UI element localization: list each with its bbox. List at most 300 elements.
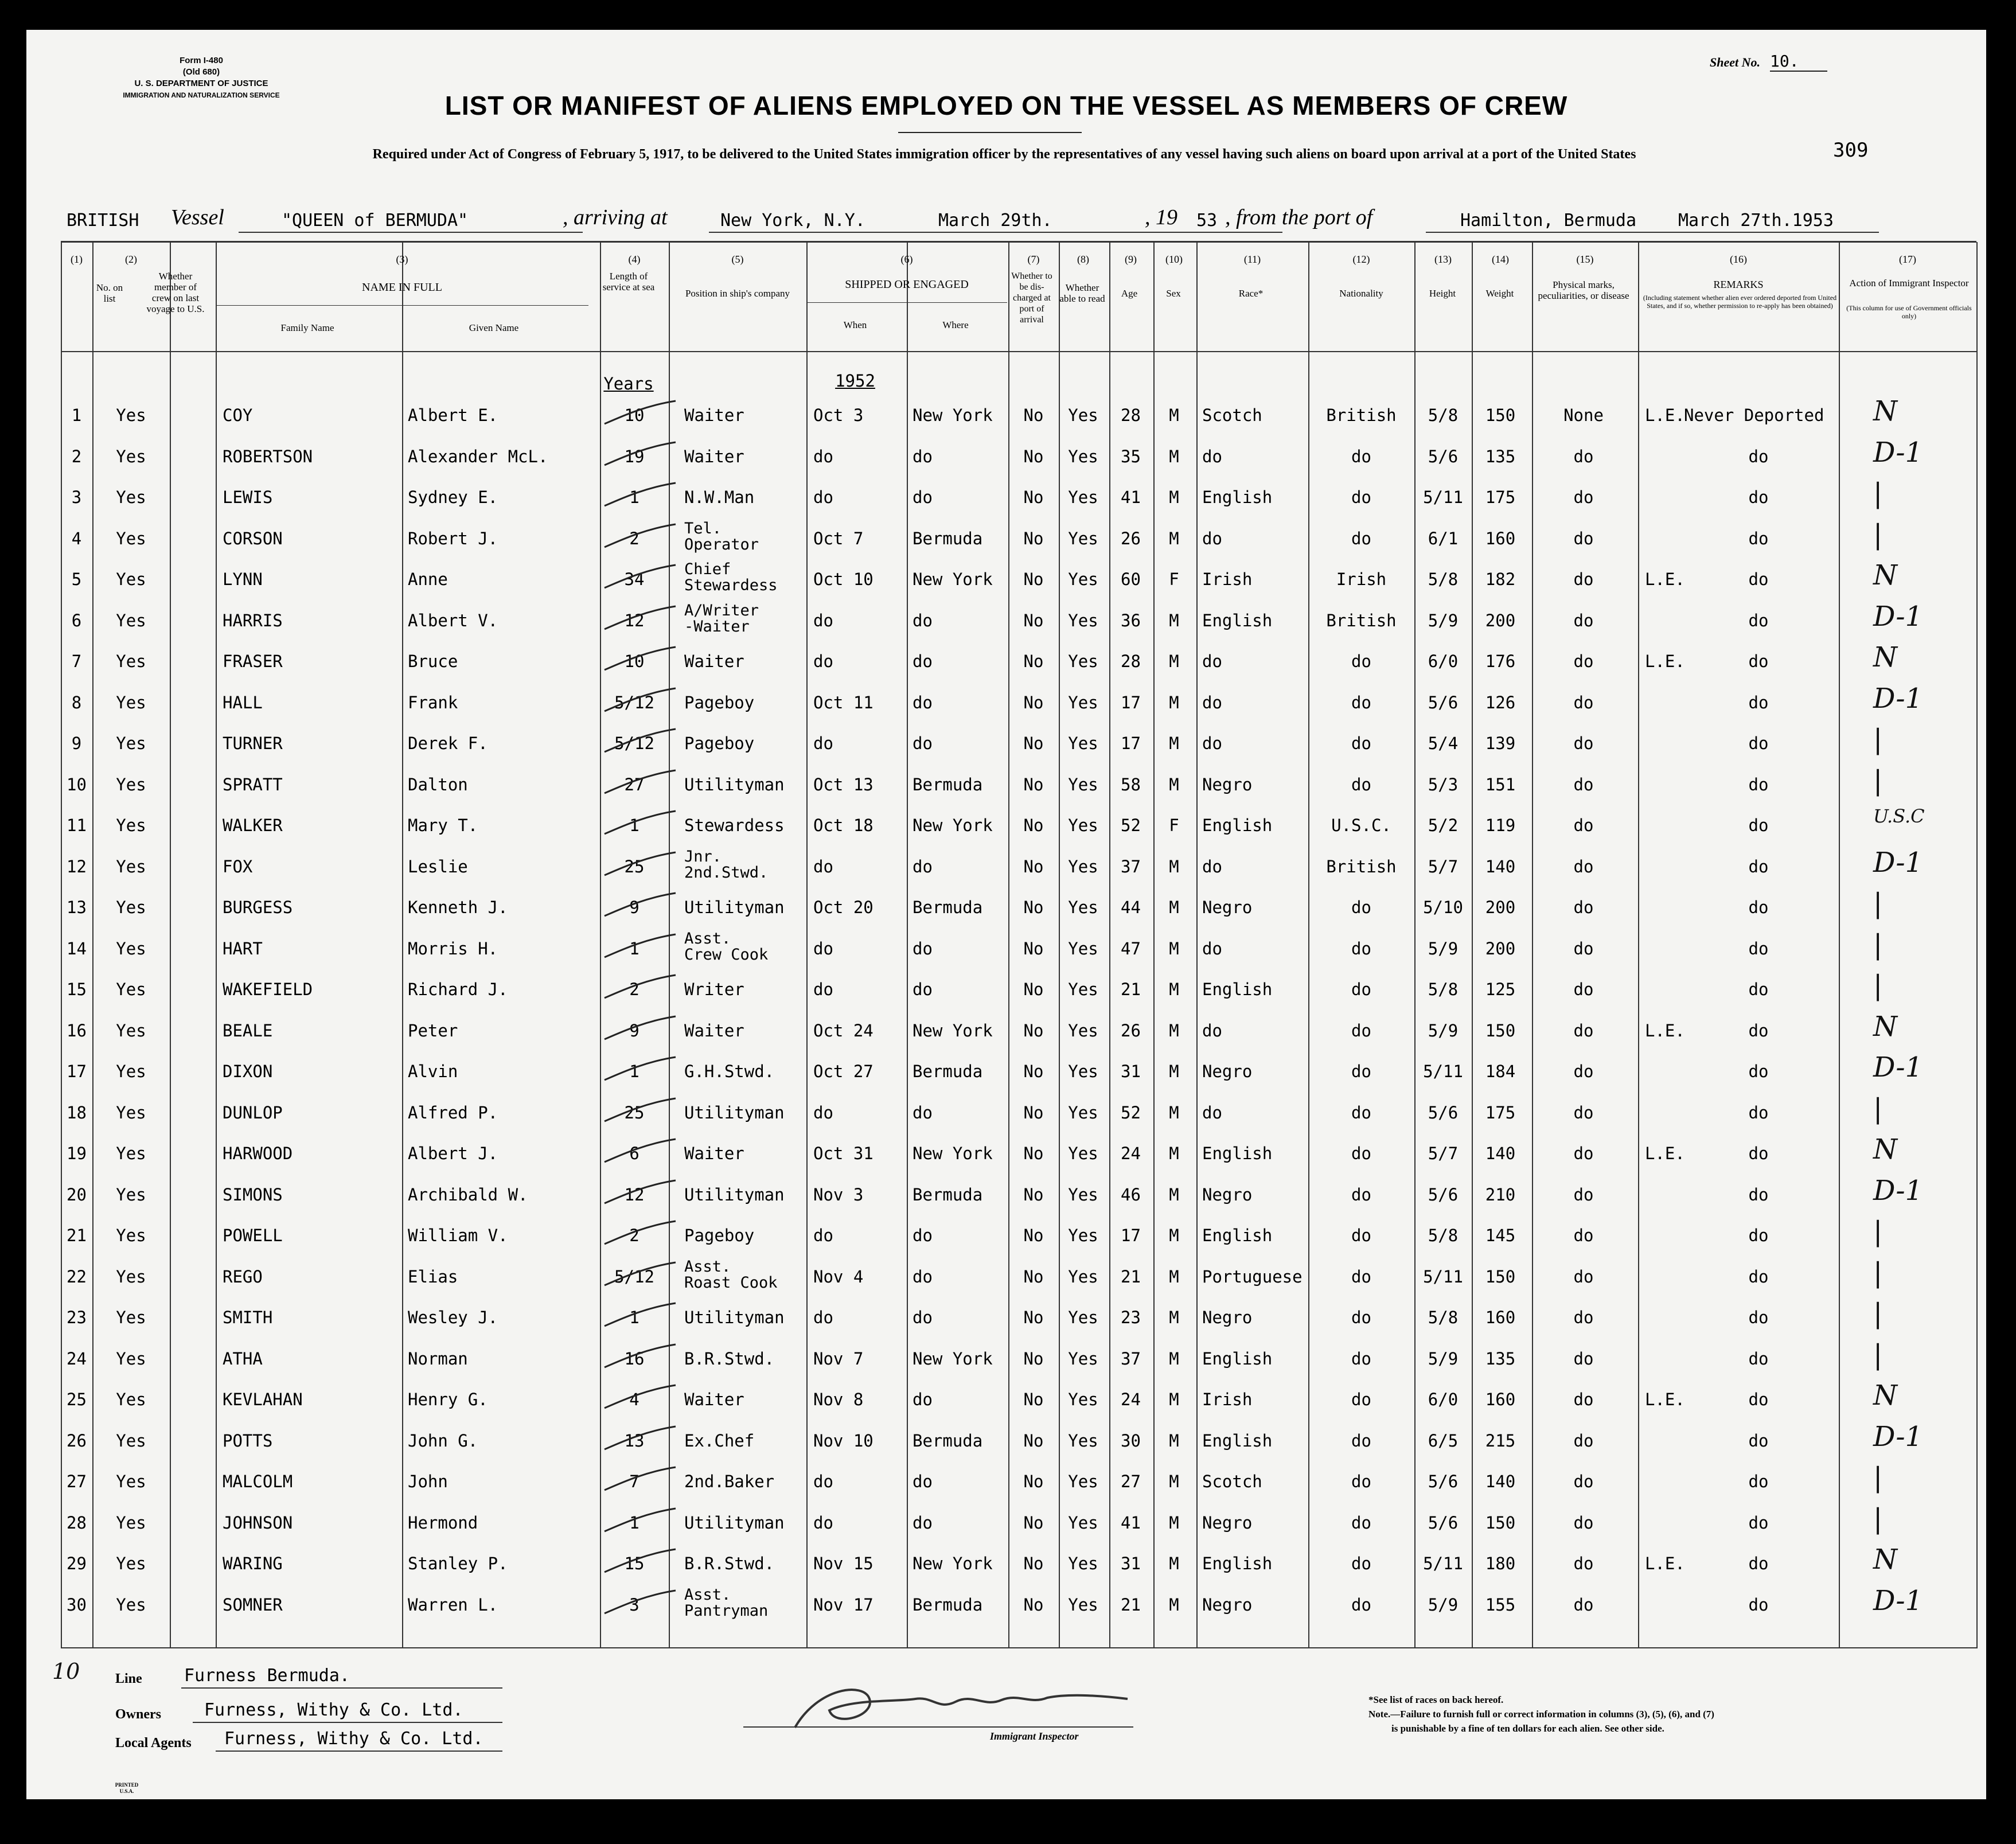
cell-where: Bermuda bbox=[913, 1595, 983, 1615]
cell-inspector-action: | bbox=[1873, 969, 1883, 1001]
cell-height: 5/9 bbox=[1428, 610, 1459, 630]
cell-remarks: do bbox=[1748, 1102, 1769, 1122]
cell-where: New York bbox=[913, 406, 993, 425]
cell-given: John bbox=[408, 1472, 448, 1491]
cell-where: Bermuda bbox=[913, 774, 983, 794]
cell-height: 5/9 bbox=[1428, 1020, 1459, 1040]
cell-read: Yes bbox=[1068, 1390, 1098, 1409]
cell-family: WALKER bbox=[223, 816, 283, 835]
cell-age: 27 bbox=[1121, 1472, 1141, 1491]
cell-family: DIXON bbox=[223, 1062, 273, 1081]
cell-remarks: do bbox=[1748, 774, 1769, 794]
header-nationality: Nationality bbox=[1339, 288, 1383, 299]
cell-family: REGO bbox=[223, 1266, 263, 1286]
cell-remarks-le: L.E. bbox=[1645, 406, 1685, 425]
cell-nat: do bbox=[1351, 488, 1371, 507]
header-when: When bbox=[843, 319, 867, 330]
cell-weight: 215 bbox=[1485, 1430, 1516, 1451]
cell-nat: U.S.C. bbox=[1331, 816, 1391, 835]
column-rule bbox=[1976, 242, 1978, 1648]
cell-height: 5/6 bbox=[1428, 692, 1459, 712]
cell-weight: 175 bbox=[1485, 1102, 1516, 1122]
cell-read: Yes bbox=[1068, 1226, 1098, 1245]
cell-given: William V. bbox=[408, 1226, 508, 1245]
cell-sex: M bbox=[1169, 488, 1179, 507]
cell-read: Yes bbox=[1068, 856, 1098, 876]
cell-when: do bbox=[813, 1226, 833, 1245]
cell-phys: do bbox=[1573, 1062, 1594, 1081]
cell-family: LEWIS bbox=[223, 488, 273, 507]
cell-height: 6/0 bbox=[1428, 652, 1459, 671]
cell-position: B.R.Stwd. bbox=[684, 1554, 775, 1573]
cell-inspector-action: | bbox=[1873, 477, 1883, 509]
length-check-mark bbox=[600, 1424, 680, 1453]
cell-nat: Irish bbox=[1336, 570, 1387, 589]
cell-family: SPRATT bbox=[223, 774, 283, 794]
cell-member: Yes bbox=[116, 488, 146, 507]
cell-sex: M bbox=[1169, 980, 1179, 999]
cell-age: 28 bbox=[1121, 652, 1141, 671]
cell-height: 5/7 bbox=[1428, 856, 1459, 876]
cell-no: 5 bbox=[71, 570, 82, 589]
cell-given: Dalton bbox=[408, 774, 468, 794]
cell-where: do bbox=[913, 734, 933, 753]
margin-note: 10 bbox=[52, 1659, 80, 1684]
form-identifier: Form I-480 (Old 680) U. S. DEPARTMENT OF JUSTICE IMMIGRATION AND NATURALIZATION SERVICE bbox=[123, 56, 280, 99]
column-number: (4) bbox=[628, 254, 641, 265]
cell-nat: do bbox=[1351, 1430, 1371, 1451]
cell-nat: do bbox=[1351, 774, 1371, 794]
sheet-stamp: 309 bbox=[1833, 139, 1869, 162]
cell-read: Yes bbox=[1068, 1595, 1098, 1615]
header-height: Height bbox=[1429, 288, 1456, 299]
cell-height: 5/8 bbox=[1428, 406, 1459, 425]
cell-length: 2 bbox=[629, 528, 639, 548]
cell-age: 58 bbox=[1121, 774, 1141, 794]
column-number: (13) bbox=[1434, 254, 1452, 265]
cell-member: Yes bbox=[116, 1266, 146, 1286]
cell-no: 11 bbox=[67, 816, 87, 835]
cell-sex: F bbox=[1169, 570, 1179, 589]
note-races: *See list of races on back hereof. bbox=[1368, 1694, 1504, 1705]
cell-position: Asst. Pantryman bbox=[684, 1585, 769, 1620]
cell-remarks: do bbox=[1748, 856, 1769, 876]
cell-given: Hermond bbox=[408, 1512, 478, 1533]
cell-remarks: do bbox=[1748, 1595, 1769, 1615]
arriving-label: , arriving at bbox=[563, 205, 668, 229]
cell-race: do bbox=[1202, 446, 1222, 466]
cell-phys: do bbox=[1573, 1390, 1594, 1409]
cell-inspector-action: | bbox=[1873, 1092, 1883, 1125]
cell-length: 15 bbox=[624, 1554, 645, 1573]
cell-family: ATHA bbox=[223, 1348, 263, 1369]
cell-weight: 160 bbox=[1485, 1390, 1516, 1409]
column-number: (15) bbox=[1576, 254, 1594, 265]
cell-no: 24 bbox=[67, 1348, 87, 1369]
cell-remarks: do bbox=[1748, 1184, 1769, 1204]
cell-read: Yes bbox=[1068, 1512, 1098, 1533]
cell-weight: 150 bbox=[1485, 1020, 1516, 1040]
cell-phys: do bbox=[1573, 488, 1594, 507]
cell-remarks: do bbox=[1748, 488, 1769, 507]
cell-nat: do bbox=[1351, 528, 1371, 548]
cell-disch: No bbox=[1023, 734, 1044, 753]
cell-sex: M bbox=[1169, 1020, 1179, 1040]
cell-sex: M bbox=[1169, 1390, 1179, 1409]
cell-remarks: do bbox=[1748, 1472, 1769, 1491]
cell-member: Yes bbox=[116, 938, 146, 958]
cell-sex: M bbox=[1169, 446, 1179, 466]
cell-inspector-action: D-1 bbox=[1873, 1174, 1923, 1207]
cell-no: 6 bbox=[71, 610, 82, 630]
cell-where: do bbox=[913, 488, 933, 507]
cell-given: Peter bbox=[408, 1020, 458, 1040]
cell-disch: No bbox=[1023, 1512, 1044, 1533]
cell-member: Yes bbox=[116, 570, 146, 589]
inspector-label: Immigrant Inspector bbox=[990, 1730, 1079, 1742]
cell-age: 17 bbox=[1121, 734, 1141, 753]
cell-inspector-action: N bbox=[1873, 641, 1897, 673]
cell-race: Negro bbox=[1202, 1595, 1253, 1615]
cell-weight: 125 bbox=[1485, 980, 1516, 999]
cell-remarks: do bbox=[1748, 528, 1769, 548]
cell-length: 9 bbox=[629, 1020, 639, 1040]
vessel-label: Vessel bbox=[171, 205, 224, 229]
cell-when: do bbox=[813, 938, 833, 958]
cell-where: Bermuda bbox=[913, 528, 983, 548]
cell-nat: do bbox=[1351, 1062, 1371, 1081]
cell-age: 17 bbox=[1121, 692, 1141, 712]
cell-phys: do bbox=[1573, 1266, 1594, 1286]
cell-age: 30 bbox=[1121, 1430, 1141, 1451]
cell-given: Stanley P. bbox=[408, 1554, 508, 1573]
cell-no: 19 bbox=[67, 1144, 87, 1163]
length-check-mark bbox=[600, 1383, 680, 1412]
cell-weight: 176 bbox=[1485, 652, 1516, 671]
cell-given: Leslie bbox=[408, 856, 468, 876]
cell-when: do bbox=[813, 488, 833, 507]
cell-member: Yes bbox=[116, 816, 146, 835]
cell-remarks: do bbox=[1748, 1266, 1769, 1286]
cell-age: 36 bbox=[1121, 610, 1141, 630]
cell-length: 1 bbox=[629, 816, 639, 835]
cell-length: 9 bbox=[629, 898, 639, 917]
cell-height: 5/6 bbox=[1428, 446, 1459, 466]
cell-sex: M bbox=[1169, 1266, 1179, 1286]
cell-length: 10 bbox=[624, 406, 645, 425]
cell-position: Asst. Roast Cook bbox=[684, 1257, 778, 1292]
cell-phys: None bbox=[1563, 406, 1604, 425]
cell-disch: No bbox=[1023, 1595, 1044, 1615]
column-number: (6) bbox=[900, 254, 913, 265]
cell-height: 5/7 bbox=[1428, 1144, 1459, 1163]
column-number: (16) bbox=[1730, 254, 1747, 265]
cell-family: MALCOLM bbox=[223, 1472, 293, 1491]
cell-family: SOMNER bbox=[223, 1595, 283, 1615]
cell-sex: M bbox=[1169, 734, 1179, 753]
cell-length: 1 bbox=[629, 1308, 639, 1327]
cell-weight: 150 bbox=[1485, 1512, 1516, 1533]
header-shipped: SHIPPED OR ENGAGED bbox=[845, 278, 969, 291]
cell-where: Bermuda bbox=[913, 1430, 983, 1451]
cell-age: 31 bbox=[1121, 1554, 1141, 1573]
cell-read: Yes bbox=[1068, 774, 1098, 794]
cell-remarks: do bbox=[1748, 734, 1769, 753]
cell-weight: 200 bbox=[1485, 610, 1516, 630]
cell-remarks-le: L.E. bbox=[1645, 1554, 1685, 1573]
cell-family: BURGESS bbox=[223, 898, 293, 917]
cell-where: do bbox=[913, 1472, 933, 1491]
cell-member: Yes bbox=[116, 898, 146, 917]
cell-read: Yes bbox=[1068, 488, 1098, 507]
header-remarks: REMARKS bbox=[1713, 279, 1764, 290]
cell-nat: do bbox=[1351, 692, 1371, 712]
cell-remarks: do bbox=[1748, 610, 1769, 630]
column-number: (2) bbox=[125, 254, 137, 265]
cell-when: Oct 7 bbox=[813, 528, 864, 548]
cell-member: Yes bbox=[116, 774, 146, 794]
cell-inspector-action: | bbox=[1873, 1338, 1883, 1371]
cell-given: Derek F. bbox=[408, 734, 488, 753]
cell-where: New York bbox=[913, 570, 993, 589]
page-title: LIST OR MANIFEST OF ALIENS EMPLOYED ON THE VESSEL AS MEMBERS OF CREW bbox=[444, 91, 1568, 120]
cell-inspector-action: | bbox=[1873, 518, 1883, 551]
cell-race: Negro bbox=[1202, 1184, 1253, 1204]
column-number: (14) bbox=[1492, 254, 1509, 265]
length-check-mark bbox=[600, 440, 680, 469]
cell-remarks-le: L.E. bbox=[1645, 570, 1685, 589]
cell-read: Yes bbox=[1068, 1102, 1098, 1122]
cell-read: Yes bbox=[1068, 1348, 1098, 1369]
cell-age: 21 bbox=[1121, 1266, 1141, 1286]
length-check-mark bbox=[600, 1178, 680, 1207]
column-number: (11) bbox=[1243, 254, 1261, 265]
cell-nat: do bbox=[1351, 1020, 1371, 1040]
cell-no: 20 bbox=[67, 1184, 87, 1204]
cell-inspector-action: D-1 bbox=[1873, 1051, 1923, 1083]
cell-length: 25 bbox=[624, 1102, 645, 1122]
inspector-underline bbox=[743, 1726, 1133, 1728]
cell-no: 25 bbox=[67, 1390, 87, 1409]
inspector-signature bbox=[783, 1676, 1139, 1739]
cell-no: 23 bbox=[67, 1308, 87, 1327]
owners-underline bbox=[193, 1722, 502, 1723]
cell-remarks: do bbox=[1748, 1020, 1769, 1040]
cell-nat: do bbox=[1351, 980, 1371, 999]
length-check-mark bbox=[600, 563, 680, 591]
cell-race: do bbox=[1202, 734, 1222, 753]
cell-position: Pageboy bbox=[684, 692, 755, 712]
cell-remarks-le: L.E. bbox=[1645, 1020, 1685, 1040]
length-check-mark bbox=[600, 1588, 680, 1617]
cell-age: 31 bbox=[1121, 1062, 1141, 1081]
cell-where: do bbox=[913, 692, 933, 712]
cell-position: Tel. Operator bbox=[684, 519, 759, 553]
cell-sex: F bbox=[1169, 816, 1179, 835]
cell-height: 5/6 bbox=[1428, 1472, 1459, 1491]
cell-given: Alfred P. bbox=[408, 1102, 498, 1122]
header-family-name: Family Name bbox=[280, 322, 334, 333]
cell-member: Yes bbox=[116, 406, 146, 425]
cell-weight: 200 bbox=[1485, 898, 1516, 917]
cell-age: 60 bbox=[1121, 570, 1141, 589]
cell-inspector-action: N bbox=[1873, 1543, 1897, 1576]
header-weight: Weight bbox=[1485, 288, 1514, 299]
cell-age: 41 bbox=[1121, 1512, 1141, 1533]
cell-height: 5/4 bbox=[1428, 734, 1459, 753]
cell-read: Yes bbox=[1068, 980, 1098, 999]
cell-weight: 210 bbox=[1485, 1184, 1516, 1204]
cell-disch: No bbox=[1023, 570, 1044, 589]
cell-where: do bbox=[913, 1226, 933, 1245]
cell-inspector-action: | bbox=[1873, 1297, 1883, 1330]
cell-nat: do bbox=[1351, 446, 1371, 466]
cell-inspector-action: | bbox=[1873, 723, 1883, 755]
cell-remarks: do bbox=[1748, 1430, 1769, 1451]
cell-disch: No bbox=[1023, 1226, 1044, 1245]
arrival-year: 53 bbox=[1196, 210, 1218, 231]
cell-height: 5/11 bbox=[1423, 1554, 1463, 1573]
cell-family: WAKEFIELD bbox=[223, 980, 313, 999]
cell-remarks: Never Deported bbox=[1684, 406, 1824, 425]
cell-weight: 150 bbox=[1485, 1266, 1516, 1286]
cell-member: Yes bbox=[116, 980, 146, 999]
length-check-mark bbox=[600, 1137, 680, 1165]
cell-member: Yes bbox=[116, 1184, 146, 1204]
cell-position: Utilityman bbox=[684, 1512, 785, 1533]
cell-race: Negro bbox=[1202, 1308, 1253, 1327]
cell-weight: 135 bbox=[1485, 446, 1516, 466]
cell-nat: do bbox=[1351, 1554, 1371, 1573]
cell-no: 27 bbox=[67, 1472, 87, 1491]
cell-age: 24 bbox=[1121, 1144, 1141, 1163]
cell-race: Negro bbox=[1202, 774, 1253, 794]
cell-inspector-action: D-1 bbox=[1873, 600, 1923, 633]
cell-phys: do bbox=[1573, 692, 1594, 712]
sheet-number-label: Sheet No. bbox=[1710, 55, 1760, 69]
length-check-mark bbox=[600, 932, 680, 961]
cell-height: 5/11 bbox=[1423, 1062, 1463, 1081]
cell-inspector-action: U.S.C bbox=[1873, 805, 1925, 827]
cell-nat: British bbox=[1326, 856, 1397, 876]
cell-position: Waiter bbox=[684, 446, 744, 466]
cell-remarks: do bbox=[1748, 570, 1769, 589]
line-underline bbox=[181, 1687, 502, 1689]
cell-phys: do bbox=[1573, 570, 1594, 589]
cell-when: Nov 15 bbox=[813, 1554, 874, 1573]
cell-inspector-action: D-1 bbox=[1873, 1584, 1923, 1617]
cell-position: 2nd.Baker bbox=[684, 1472, 775, 1491]
cell-position: Asst. Crew Cook bbox=[684, 929, 769, 964]
length-check-mark bbox=[600, 1301, 680, 1330]
cell-remarks: do bbox=[1748, 1554, 1769, 1573]
departure-port: Hamilton, Bermuda bbox=[1460, 210, 1637, 231]
cell-remarks: do bbox=[1748, 1226, 1769, 1245]
cell-race: English bbox=[1202, 1554, 1273, 1573]
header-no: No. on list bbox=[96, 282, 123, 304]
cell-inspector-action: N bbox=[1873, 1010, 1897, 1043]
cell-disch: No bbox=[1023, 856, 1044, 876]
cell-race: do bbox=[1202, 938, 1222, 958]
cell-position: A/Writer -Waiter bbox=[684, 601, 759, 636]
cell-read: Yes bbox=[1068, 528, 1098, 548]
cell-sex: M bbox=[1169, 1308, 1179, 1327]
cell-phys: do bbox=[1573, 652, 1594, 671]
cell-where: New York bbox=[913, 816, 993, 835]
cell-length: 13 bbox=[624, 1430, 645, 1451]
cell-sex: M bbox=[1169, 528, 1179, 548]
cell-given: Anne bbox=[408, 570, 448, 589]
cell-read: Yes bbox=[1068, 1472, 1098, 1491]
cell-disch: No bbox=[1023, 1430, 1044, 1451]
cell-member: Yes bbox=[116, 1062, 146, 1081]
cell-read: Yes bbox=[1068, 1184, 1098, 1204]
cell-read: Yes bbox=[1068, 816, 1098, 835]
cell-height: 5/8 bbox=[1428, 1226, 1459, 1245]
cell-family: BEALE bbox=[223, 1020, 273, 1040]
length-check-mark bbox=[600, 1014, 680, 1043]
cell-length: 1 bbox=[629, 1062, 639, 1081]
cell-position: Waiter bbox=[684, 1020, 744, 1040]
cell-when: do bbox=[813, 1472, 833, 1491]
cell-sex: M bbox=[1169, 692, 1179, 712]
cell-phys: do bbox=[1573, 734, 1594, 753]
cell-inspector-action: | bbox=[1873, 1256, 1883, 1289]
cell-given: Morris H. bbox=[408, 938, 498, 958]
cell-nat: do bbox=[1351, 1512, 1371, 1533]
cell-inspector-action: D-1 bbox=[1873, 436, 1923, 469]
length-check-mark bbox=[600, 686, 680, 715]
cell-where: do bbox=[913, 980, 933, 999]
column-number: (3) bbox=[396, 254, 408, 265]
cell-when: Oct 18 bbox=[813, 816, 874, 835]
vessel-flag: BRITISH bbox=[67, 210, 139, 231]
cell-height: 5/8 bbox=[1428, 980, 1459, 999]
cell-sex: M bbox=[1169, 1430, 1179, 1451]
cell-race: do bbox=[1202, 1020, 1222, 1040]
cell-length: 4 bbox=[629, 1390, 639, 1409]
column-rule bbox=[907, 242, 908, 1648]
cell-phys: do bbox=[1573, 446, 1594, 466]
vessel-name: "QUEEN of BERMUDA" bbox=[282, 210, 469, 231]
cell-height: 5/6 bbox=[1428, 1102, 1459, 1122]
header-bottom-rule bbox=[61, 351, 1976, 352]
vessel-underline bbox=[239, 232, 583, 233]
cell-age: 41 bbox=[1121, 488, 1141, 507]
cell-length: 2 bbox=[629, 980, 639, 999]
cell-position: Utilityman bbox=[684, 1102, 785, 1122]
cell-race: do bbox=[1202, 652, 1222, 671]
cell-no: 14 bbox=[67, 938, 87, 958]
cell-position: Stewardess bbox=[684, 816, 785, 835]
cell-age: 52 bbox=[1121, 1102, 1141, 1122]
cell-no: 13 bbox=[67, 898, 87, 917]
cell-no: 1 bbox=[71, 406, 82, 425]
cell-weight: 175 bbox=[1485, 488, 1516, 507]
length-check-mark bbox=[600, 1260, 680, 1289]
cell-no: 15 bbox=[67, 980, 87, 999]
cell-age: 37 bbox=[1121, 1348, 1141, 1369]
cell-when: Nov 3 bbox=[813, 1184, 864, 1204]
cell-sex: M bbox=[1169, 1226, 1179, 1245]
cell-family: POWELL bbox=[223, 1226, 283, 1245]
cell-family: DUNLOP bbox=[223, 1102, 283, 1122]
agents-value: Furness, Withy & Co. Ltd. bbox=[224, 1729, 483, 1749]
cell-position: Waiter bbox=[684, 652, 744, 671]
cell-where: do bbox=[913, 1102, 933, 1122]
cell-family: WARING bbox=[223, 1554, 283, 1573]
cell-family: POTTS bbox=[223, 1430, 273, 1451]
